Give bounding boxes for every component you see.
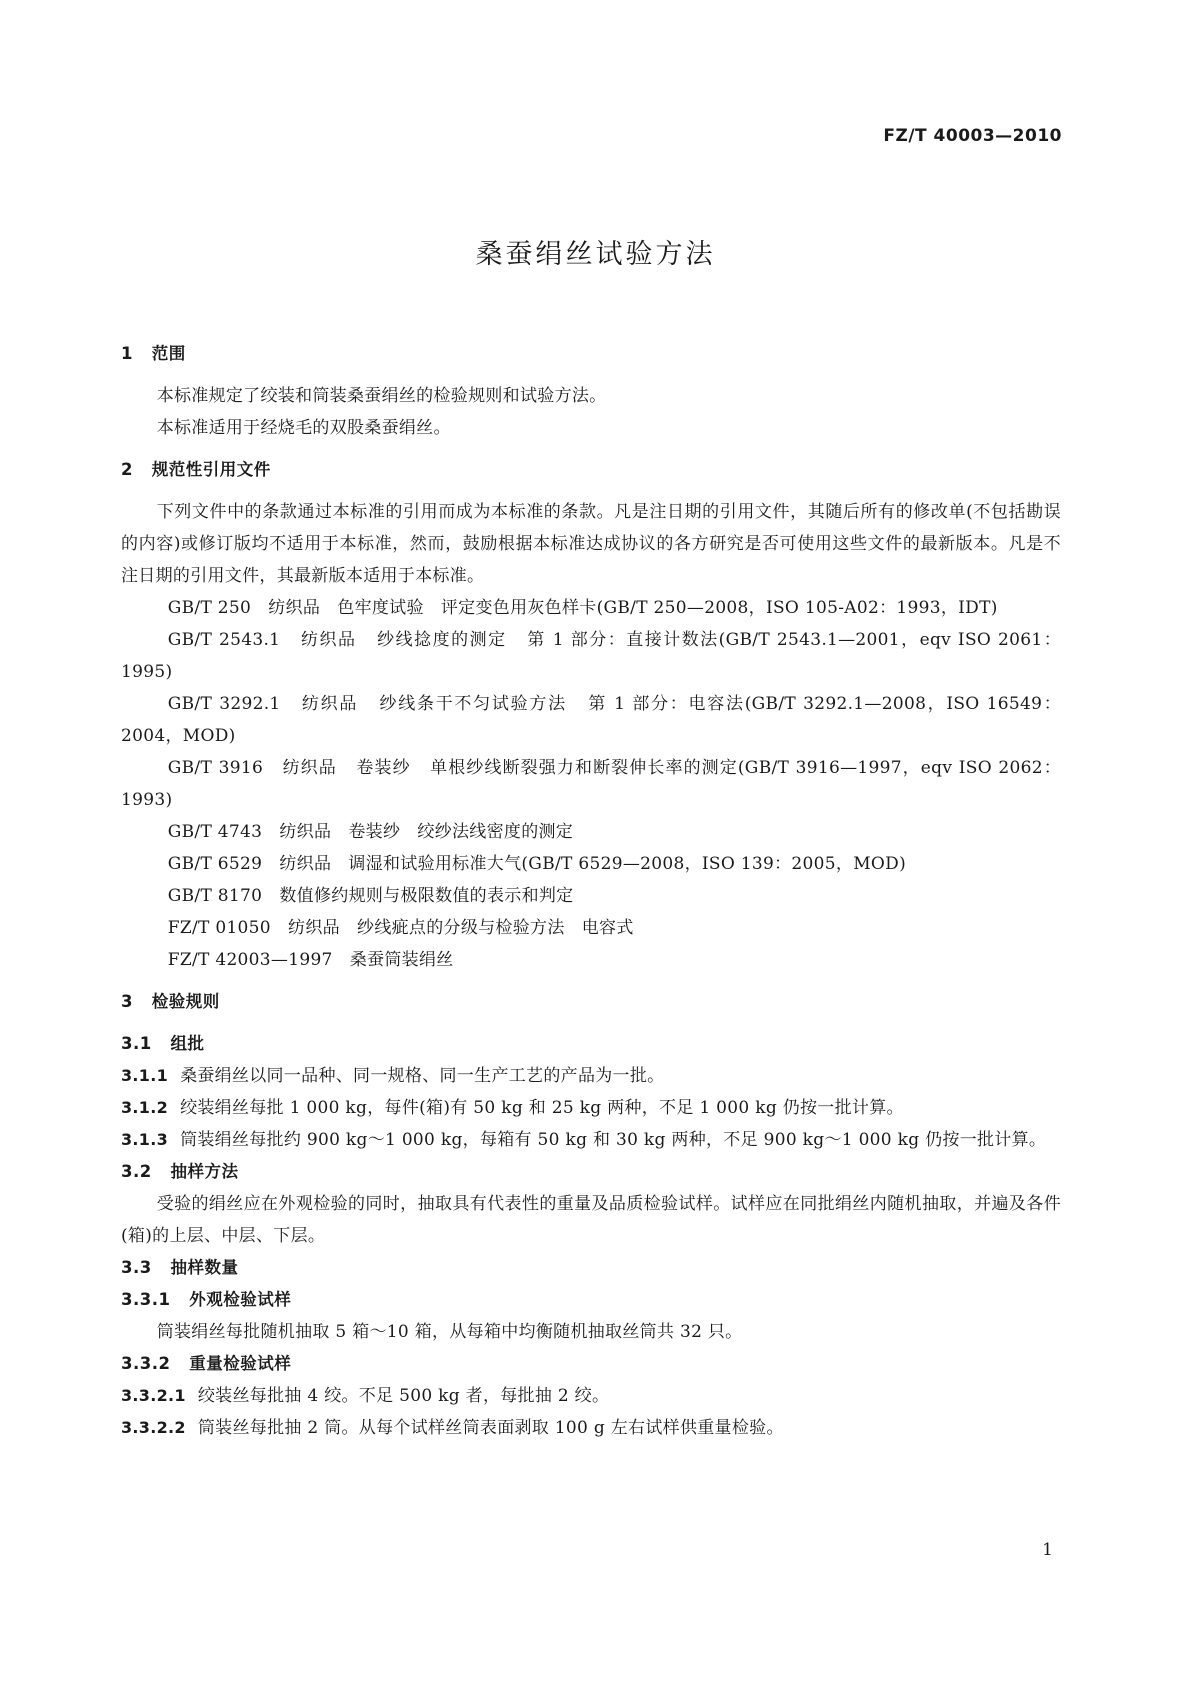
subsection-3-2-text: 受验的绢丝应在外观检验的同时，抽取具有代表性的重量及品质检验试样。试样应在同批绢丝内随机抽取，并遍及各件(箱)的上层、中层、下层。 (121, 1194, 1061, 1246)
clause-text: 桑蚕绢丝以同一品种、同一规格、同一生产工艺的产品为一批。 (180, 1066, 665, 1086)
standard-number: FZ/T 40003—2010 (883, 126, 1062, 146)
clause-3-1-1 (121, 1060, 1061, 1092)
reference-item: GB/T 2543.1 纺织品 纱线捻度的测定 第 1 部分：直接计数法(GB/T 2543.1—2001，eqv ISO 2061：1995) (121, 630, 1061, 682)
section-2-heading: 2 规范性引用文件 (121, 460, 271, 479)
reference-item: GB/T 4743 纺织品 卷装纱 绞纱法线密度的测定 (167, 822, 574, 842)
clause-3-3-2-1 (121, 1380, 1061, 1412)
page-number: 1 (1042, 1540, 1053, 1560)
reference-item: GB/T 250 纺织品 色牢度试验 评定变色用灰色样卡(GB/T 250—2008，ISO 105-A02：1993，IDT) (167, 598, 998, 618)
clause-number: 3.1.1 (121, 1066, 169, 1085)
clause-3-1-2 (121, 1092, 1061, 1124)
subsection-3-1-heading: 3.1 组批 (121, 1034, 205, 1053)
clause-text: 绞装丝每批抽 4 绞。不足 500 kg 者，每批抽 2 绞。 (197, 1386, 610, 1406)
clause-text: 筒装丝每批抽 2 筒。从每个试样丝筒表面剥取 100 g 左右试样供重量检验。 (197, 1418, 784, 1438)
reference-item: FZ/T 42003—1997 桑蚕筒装绢丝 (167, 950, 454, 970)
section-3-heading: 3 检验规则 (121, 992, 220, 1011)
section-1-heading: 1 范围 (121, 344, 186, 363)
clause-number: 3.1.2 (121, 1098, 169, 1117)
clause-3-1-3 (121, 1124, 1061, 1156)
subsection-3-2-heading: 3.2 抽样方法 (121, 1162, 239, 1181)
document-body (121, 338, 1061, 1444)
section-2-intro: 下列文件中的条款通过本标准的引用而成为本标准的条款。凡是注日期的引用文件，其随后所有的修改单(不包括勘误的内容)或修订版均不适用于本标准，然而，鼓励根据本标准达成协议的各方研究是否可使用这些文件的最新版本。凡是不注日期的引用文件，其最新版本适用于本标准。 (121, 502, 1061, 586)
clause-number: 3.3.2.1 (121, 1386, 186, 1405)
reference-item: FZ/T 01050 纺织品 纱线疵点的分级与检验方法 电容式 (167, 918, 634, 938)
reference-item: GB/T 3292.1 纺织品 纱线条干不匀试验方法 第 1 部分：电容法(GB/T 3292.1—2008，ISO 16549：2004，MOD) (121, 694, 1061, 746)
subsection-3-3-2-heading: 3.3.2 重量检验试样 (121, 1354, 292, 1373)
subsection-3-3-1-heading: 3.3.1 外观检验试样 (121, 1290, 292, 1309)
clause-number: 3.1.3 (121, 1130, 169, 1149)
clause-text: 绞装绢丝每批 1 000 kg，每件(箱)有 50 kg 和 25 kg 两种，不足 1 000 kg 仍按一批计算。 (180, 1098, 904, 1118)
subsection-3-3-1-text: 筒装绢丝每批随机抽取 5 箱～10 箱，从每箱中均衡随机抽取丝筒共 32 只。 (156, 1322, 743, 1342)
section-1-paragraph: 本标准规定了绞装和筒装桑蚕绢丝的检验规则和试验方法。 (156, 386, 607, 406)
reference-item: GB/T 8170 数值修约规则与极限数值的表示和判定 (167, 886, 574, 906)
clause-3-3-2-2 (121, 1412, 1061, 1444)
document-title: 桑蚕绢丝试验方法 (475, 239, 716, 270)
clause-number: 3.3.2.2 (121, 1418, 186, 1437)
clause-text: 筒装绢丝每批约 900 kg～1 000 kg，每箱有 50 kg 和 30 kg 两种，不足 900 kg～1 000 kg 仍按一批计算。 (180, 1130, 1047, 1150)
reference-item: GB/T 6529 纺织品 调湿和试验用标准大气(GB/T 6529—2008，ISO 139：2005，MOD) (167, 854, 907, 874)
reference-item: GB/T 3916 纺织品 卷装纱 单根纱线断裂强力和断裂伸长率的测定(GB/T 3916—1997，eqv ISO 2062：1993) (121, 758, 1061, 810)
section-1-paragraph: 本标准适用于经烧毛的双股桑蚕绢丝。 (156, 418, 451, 438)
subsection-3-3-heading: 3.3 抽样数量 (121, 1258, 239, 1277)
